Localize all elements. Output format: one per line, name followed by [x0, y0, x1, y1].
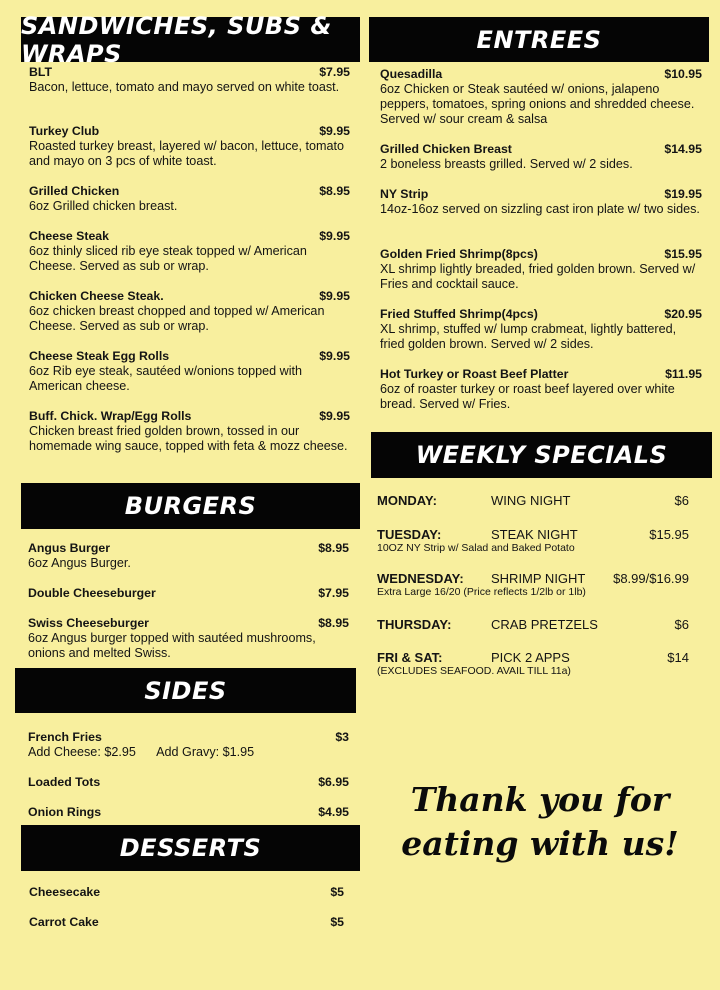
menu-item — [29, 65, 350, 95]
item-desc: Add Cheese: $2.95 Add Gravy: $1.95 — [28, 745, 255, 759]
item-price: $15.95 — [664, 247, 702, 261]
sandwiches-title: SANDWICHES, SUBS & WRAPS — [21, 11, 332, 68]
special-price: $8.99/$16.99 — [613, 570, 689, 586]
special-row — [377, 492, 689, 508]
item-price: $20.95 — [664, 307, 702, 321]
special-price: $6 — [674, 616, 689, 632]
item-price: $9.95 — [319, 229, 350, 243]
menu-item — [28, 730, 349, 760]
item-name: Grilled Chicken Breast — [380, 142, 512, 156]
special-day: FRI & SAT: — [377, 649, 443, 665]
item-name: Angus Burger — [28, 541, 110, 555]
sides-title: SIDES — [144, 676, 227, 705]
menu-item — [28, 616, 349, 661]
item-name: Swiss Cheeseburger — [28, 616, 149, 630]
menu-item — [29, 289, 350, 334]
item-desc: Bacon, lettuce, tomato and mayo served on white toast. — [29, 80, 340, 94]
item-name: Turkey Club — [29, 124, 100, 138]
special-row — [377, 526, 689, 555]
item-name: French Fries — [28, 730, 102, 744]
burgers-banner — [21, 483, 360, 529]
special-day: WEDNESDAY: — [377, 570, 464, 586]
item-desc: 2 boneless breasts grilled. Served w/ 2 sides. — [380, 157, 633, 171]
menu-item — [380, 367, 702, 412]
item-desc: 6oz chicken breast chopped and topped w/ American Cheese. Served as sub or wrap. — [29, 304, 325, 333]
thank-you-message: Thank you for eating with us! — [401, 780, 679, 863]
item-desc: 6oz Grilled chicken breast. — [29, 199, 178, 213]
special-price: $15.95 — [649, 526, 689, 542]
item-price: $8.95 — [318, 541, 349, 555]
special-note: (EXCLUDES SEAFOOD. AVAIL TILL 11a) — [377, 665, 571, 677]
item-price: $9.95 — [319, 289, 350, 303]
menu-item — [380, 247, 702, 292]
special-note: Extra Large 16/20 (Price reflects 1/2lb or 1lb) — [377, 586, 586, 598]
item-name: NY Strip — [380, 187, 429, 201]
menu-item — [28, 775, 349, 790]
item-name: Carrot Cake — [29, 915, 99, 929]
item-name: Fried Stuffed Shrimp(4pcs) — [380, 307, 538, 321]
special-day: THURSDAY: — [377, 616, 452, 632]
item-name: Grilled Chicken — [29, 184, 120, 198]
special-note: 10OZ NY Strip w/ Salad and Baked Potato — [377, 542, 575, 554]
menu-item — [29, 349, 350, 394]
item-name: Cheesecake — [29, 885, 101, 899]
item-price: $3 — [335, 730, 349, 744]
menu-item — [29, 124, 350, 169]
item-price: $14.95 — [664, 142, 702, 156]
item-price: $9.95 — [319, 409, 350, 423]
item-price: $7.95 — [318, 586, 349, 600]
item-price: $5 — [330, 915, 344, 929]
menu-item — [28, 541, 349, 571]
item-price: $5 — [330, 885, 344, 899]
menu-item — [380, 67, 702, 127]
special-day: MONDAY: — [377, 492, 437, 508]
item-price: $4.95 — [318, 805, 349, 819]
special-row — [377, 570, 689, 599]
item-desc: Chicken breast fried golden brown, tossed in our homemade wing sauce, topped with feta & mozz cheese. — [29, 424, 348, 453]
item-desc: 14oz-16oz served on sizzling cast iron plate w/ two sides. — [380, 202, 700, 216]
item-desc: 6oz Chicken or Steak sautéed w/ onions, jalapeno peppers, tomatoes, spring onions and shredded cheese. Served w/ sour cream & salsa — [380, 82, 695, 126]
specials-banner — [371, 432, 712, 478]
sides-banner — [15, 668, 356, 713]
item-price: $9.95 — [319, 349, 350, 363]
special-name: PICK 2 APPS — [491, 649, 570, 665]
menu-item — [380, 187, 702, 217]
entrees-banner — [369, 17, 709, 62]
desserts-banner — [21, 825, 360, 871]
item-desc: 6oz Rib eye steak, sautéed w/onions topped with American cheese. — [29, 364, 303, 393]
burgers-title: BURGERS — [124, 492, 257, 520]
item-name: Loaded Tots — [28, 775, 101, 789]
item-price: $8.95 — [319, 184, 350, 198]
item-name: Quesadilla — [380, 67, 443, 81]
item-price: $10.95 — [664, 67, 702, 81]
special-row — [377, 616, 689, 632]
item-price: $19.95 — [664, 187, 702, 201]
item-name: Cheese Steak Egg Rolls — [29, 349, 170, 363]
menu-item — [28, 586, 349, 601]
item-name: Double Cheeseburger — [28, 586, 156, 600]
item-desc: 6oz of roaster turkey or roast beef layered over white bread. Served w/ Fries. — [380, 382, 675, 411]
menu-item — [29, 184, 350, 214]
item-name: BLT — [29, 65, 52, 79]
item-price: $8.95 — [318, 616, 349, 630]
special-name: CRAB PRETZELS — [491, 616, 598, 632]
menu-item — [29, 885, 344, 900]
special-name: WING NIGHT — [491, 492, 571, 508]
item-name: Cheese Steak — [29, 229, 109, 243]
desserts-title: DESSERTS — [119, 834, 262, 862]
menu-item — [29, 915, 344, 930]
item-price: $11.95 — [665, 367, 702, 381]
special-price: $6 — [674, 492, 689, 508]
item-name: Onion Rings — [28, 805, 102, 819]
item-name: Hot Turkey or Roast Beef Platter — [380, 367, 569, 381]
item-desc: 6oz Angus burger topped with sautéed mushrooms, onions and melted Swiss. — [28, 631, 316, 660]
item-desc: 6oz Angus Burger. — [28, 556, 131, 570]
special-name: STEAK NIGHT — [491, 526, 578, 542]
special-day: TUESDAY: — [377, 526, 442, 542]
menu-item — [380, 307, 702, 352]
item-desc: Roasted turkey breast, layered w/ bacon, lettuce, tomato and mayo on 3 pcs of white toast. — [29, 139, 345, 168]
menu-item — [28, 805, 349, 820]
menu-item — [29, 409, 350, 454]
item-name: Golden Fried Shrimp(8pcs) — [380, 247, 538, 261]
item-price: $9.95 — [319, 124, 350, 138]
sandwiches-banner — [21, 11, 360, 68]
entrees-title: ENTREES — [476, 25, 602, 54]
special-price: $14 — [667, 649, 689, 665]
item-desc: 6oz thinly sliced rib eye steak topped w/ American Cheese. Served as sub or wrap. — [29, 244, 307, 273]
item-price: $6.95 — [318, 775, 349, 789]
item-desc: XL shrimp lightly breaded, fried golden brown. Served w/ Fries and cocktail sauce. — [380, 262, 696, 291]
specials-title: WEEKLY SPECIALS — [415, 441, 668, 469]
item-name: Buff. Chick. Wrap/Egg Rolls — [29, 409, 192, 423]
special-name: SHRIMP NIGHT — [491, 570, 586, 586]
menu-item — [29, 229, 350, 274]
menu-item — [380, 142, 702, 172]
item-name: Chicken Cheese Steak. — [29, 289, 164, 303]
item-desc: XL shrimp, stuffed w/ lump crabmeat, lightly battered, fried golden brown. Served w/ 2 sides. — [380, 322, 677, 351]
special-row — [377, 649, 689, 678]
item-price: $7.95 — [319, 65, 350, 79]
